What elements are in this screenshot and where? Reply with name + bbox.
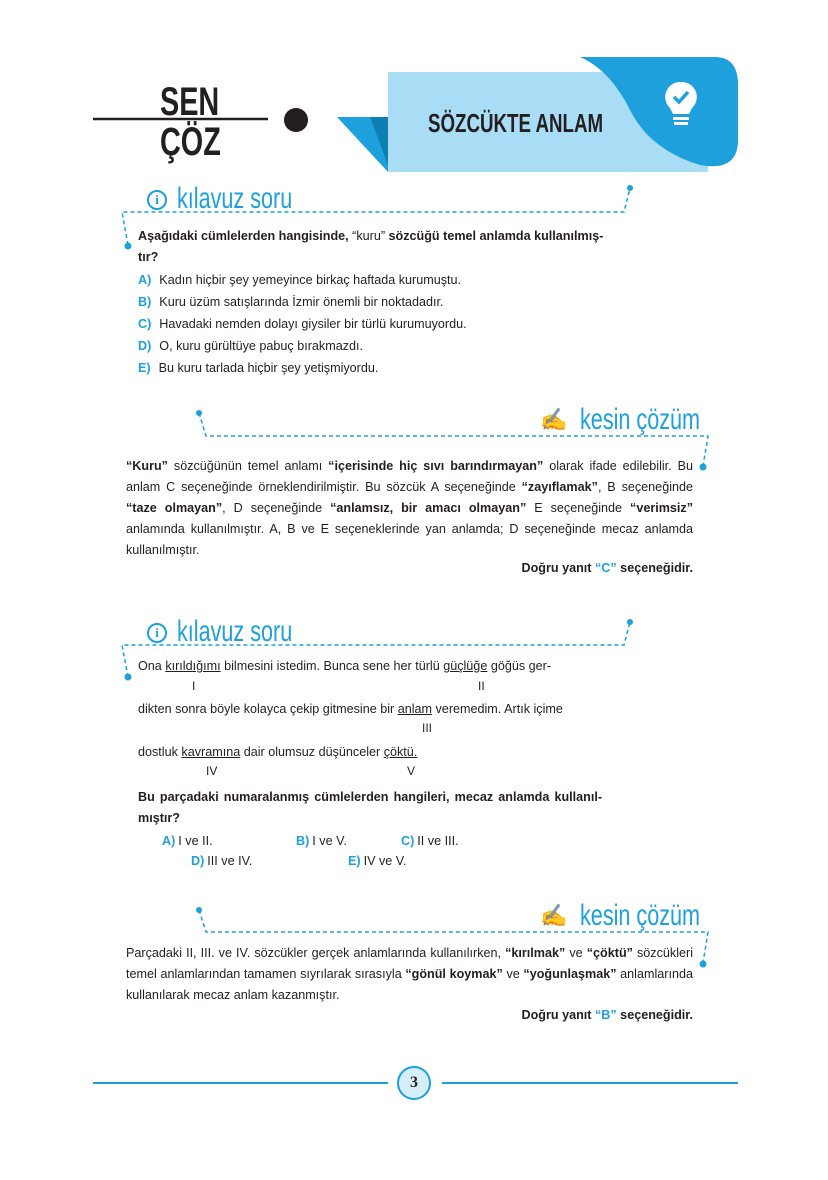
- numeral-4: IV: [206, 764, 218, 778]
- option-letter: A): [162, 834, 176, 848]
- option-letter: C): [138, 317, 152, 331]
- text-segment: olarak ifade edilebilir. Bu anlam C seçeneğinde örneklendirilmiştir. Bu sözcük A seçeneğinde: [126, 459, 693, 494]
- option-text: IV ve V.: [363, 854, 407, 868]
- text-segment: anlamında kullanılmıştır. A, B ve E seçeneklerinde yan anlamda; D seçeneğinde mecaz anlamda kullanılmıştır.: [126, 522, 693, 557]
- answer-option: [138, 292, 443, 313]
- text-segment: sözcüğünün temel anlamı: [167, 459, 329, 473]
- solution1-paragraph: [126, 456, 693, 561]
- text-segment: “zayıflamak”: [521, 480, 598, 494]
- answer-option: [138, 314, 467, 335]
- bullet-dot: [284, 108, 308, 132]
- text-segment: “verimsiz”: [630, 501, 694, 515]
- text-segment: Parçadaki II, III. ve IV. sözcükler gerçek anlamlarında kullanılırken,: [126, 946, 506, 960]
- option-text: Kadın hiçbir şey yemeyince birkaç haftada kurumuştu.: [159, 273, 461, 287]
- text-segment: , D seçeneğinde: [222, 501, 331, 515]
- text-segment: “yoğunlaşmak”: [523, 967, 617, 981]
- text-segment: E seçeneğinde: [526, 501, 631, 515]
- text-segment: , B seçeneğinde: [597, 480, 694, 494]
- text-segment: “Kuru”: [126, 459, 168, 473]
- numeral-2: II: [478, 679, 485, 693]
- question1-stem: Aşağıdaki cümlelerden hangisinde, “kuru” sözcüğü temel anlamda kullanılmış- tır?: [138, 229, 604, 264]
- option-text: Bu kuru tarlada hiçbir şey yetişmiyordu.: [158, 361, 379, 375]
- option-text: O, kuru gürültüye pabuç bırakmazdı.: [159, 339, 363, 353]
- answer-option: [162, 831, 213, 852]
- answer-option: [138, 336, 363, 357]
- text-segment: ve: [502, 967, 524, 981]
- pen-writing-icon: ✍: [540, 407, 568, 432]
- text-segment: “içerisinde hiç sıvı barındırmayan”: [328, 459, 544, 473]
- option-letter: B): [296, 834, 310, 848]
- solution2-heading: ✍ kesin çözüm: [540, 899, 701, 932]
- text-segment: “taze olmayan”: [126, 501, 223, 515]
- info-icon: i: [147, 623, 167, 643]
- answer-option: [191, 851, 252, 872]
- passage-line-2: dikten sonra böyle kolayca çekip gitmesine bir anlam veremedim. Artık içime: [138, 702, 563, 716]
- text-segment: “çöktü”: [586, 946, 633, 960]
- answer-option: [296, 831, 347, 852]
- option-letter: E): [348, 854, 361, 868]
- option-letter: B): [138, 295, 152, 309]
- solution1-answer: Doğru yanıt “C” seçeneğidir.: [521, 561, 693, 575]
- numeral-1: I: [192, 679, 196, 693]
- option-text: I ve II.: [178, 834, 213, 848]
- answer-option: [348, 851, 407, 872]
- text-segment: “anlamsız, bir amacı olmayan”: [330, 501, 527, 515]
- page-number: 3: [397, 1066, 431, 1100]
- pen-writing-icon: ✍: [540, 903, 568, 928]
- text-segment: “gönül koymak”: [405, 967, 503, 981]
- answer-option: [138, 270, 461, 291]
- text-segment: sözcükleri temel anlamlarından tamamen sıyrılarak sırasıyla: [126, 946, 693, 981]
- numeral-3: III: [422, 721, 433, 735]
- option-text: Kuru üzüm satışlarında İzmir önemli bir noktadadır.: [159, 295, 444, 309]
- solution1-heading: ✍ kesin çözüm: [540, 403, 701, 436]
- answer-option: [138, 358, 378, 379]
- option-text: III ve IV.: [207, 854, 253, 868]
- text-segment: Aşağıdaki cümlelerden hangisinde,: [138, 229, 353, 243]
- answer-option: [401, 831, 459, 852]
- brand-coz: ÇÖZ: [160, 120, 221, 164]
- option-letter: C): [401, 834, 415, 848]
- numeral-5: V: [407, 764, 416, 778]
- option-letter: A): [138, 273, 152, 287]
- option-letter: D): [138, 339, 152, 353]
- option-text: II ve III.: [417, 834, 459, 848]
- option-text: Havadaki nemden dolayı giysiler bir türlü kurumuyordu.: [159, 317, 467, 331]
- text-segment: “kuru”: [352, 229, 386, 243]
- text-segment: sözcüğü temel anlamda kullanılmış-: [385, 229, 604, 243]
- info-icon: i: [147, 190, 167, 210]
- text-segment: anlamlarında kullanılarak mecaz anlam kazanmıştır.: [126, 967, 693, 1002]
- option-letter: E): [138, 361, 151, 375]
- solution2-paragraph: [126, 943, 693, 1006]
- question2-stem: Bu parçadaki numaralanmış cümlelerden hangileri, mecaz anlamda kullanıl- mıştır?: [138, 790, 603, 825]
- text-segment: ve: [565, 946, 587, 960]
- solution2-answer: Doğru yanıt “B” seçeneğidir.: [521, 1008, 693, 1022]
- lightbulb-check-icon: [662, 80, 700, 130]
- option-text: I ve V.: [312, 834, 347, 848]
- brand-sen: SEN: [160, 80, 220, 124]
- option-letter: D): [191, 854, 205, 868]
- passage-line-1: Ona kırıldığımı bilmesini istedim. Bunca sene her türlü güçlüğe göğüs ger-: [138, 659, 552, 673]
- text-segment: “kırılmak”: [505, 946, 566, 960]
- passage-line-3: dostluk kavramına dair olumsuz düşünceler çöktü.: [138, 745, 418, 759]
- banner-title: SÖZCÜKTE ANLAM: [428, 108, 604, 138]
